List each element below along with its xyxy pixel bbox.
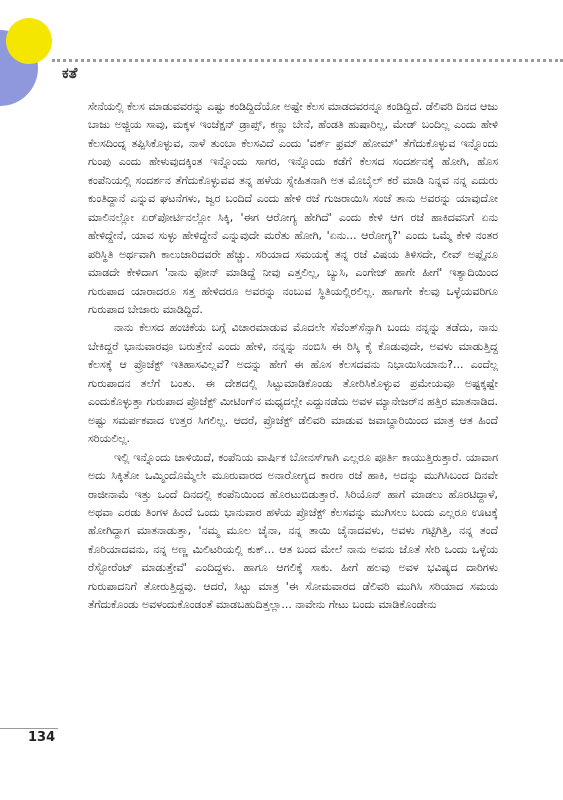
story-body [88, 98, 498, 615]
paragraph: ಇಲ್ಲಿ ಇನ್ನೊಂದು ಚಾಳಿಯಿದೆ, ಕಂಪೆನಿಯ ವಾರ್ಷಿಕ ಬೋನಸ್‌ಗಾಗಿ ಎಲ್ಲರೂ ಪೂರ್ತಿ ಕಾಯುತ್ತಿರುತ್ತಾರೆ. ಯಾವಾಗ ಅದು ಸಿಕ್ಕಿತೋ ಒಮ್ಮಿಂದೊಮ್ಮೆಲೇ ಮೂರುವಾರದ ಅನಾರೋಗ್ಯದ ಕಾರಣ ರಜೆ ಹಾಕಿ, ಅದನ್ನು ಮುಗಿಸಿಬಂದ ದಿನವೇ ರಾಜೀನಾಮೆ ಇತ್ತು ಒಂದೆ ದಿನದಲ್ಲಿ ಕಂಪೆನಿಯಿಂದ ಹೊರಟುಬಿಡುತ್ತಾರೆ. ಸಿರಿಯೊನ್ ಹಾಗೆ ಮಾಡಲು ಹೊರಟಿದ್ದಾಳೆ, ಅಥವಾ ಎರಡು ತಿಂಗಳ ಹಿಂದೆ ಒಂದು ಭಾನುವಾರ ಹಳೆಯ ಪ್ರೊಜೆಕ್ಟ್ ಕೆಲಸವನ್ನು ಮುಗಿಸಲು ಬಂದು ಎಲ್ಲರೂ ಊಟಕ್ಕೆ ಹೋಗಿದ್ದಾಗ ಮಾತನಾಡುತ್ತಾ, 'ನಮ್ಮ ಮೂಲ ಚೈನಾ, ನನ್ನ ತಾಯಿ ಚೈನಾದವಳು, ಅವಳು ಗಟ್ಟಿಗಿತ್ತಿ, ನನ್ನ ತಂದೆ ಕೊರಿಯಾದವನು, ನನ್ನ ಅಣ್ಣ ಮಿಲಿಟರಿಯಲ್ಲಿ ಕುಕ್... ಆತ ಬಂದ ಮೇಲೆ ನಾನು ಅವನು ಜೊತೆ ಸೇರಿ ಒಂದು ಒಳ್ಳೆಯ ರೆಸ್ಟೋರೆಂಟ್ ಮಾಡುತ್ತೇವೆ' ಎಂದಿದ್ದಳು. ಹಾಗೂ ಆಗಲಿಕ್ಕೆ ಸಾಕು. ಹೀಗೆ ಹಲವು ಅವಳ ಭವಿಷ್ಯದ ದಾರಿಗಳು ಗುರುಪಾದನಿಗೆ ತೋರುತ್ತಿದ್ದವು. ಆದರೆ, ಸಿಟ್ಟು ಮಾತ್ರ 'ಈ ಸೋಮವಾರದ ಡೆಲಿವರಿ ಮುಗಿಸಿ ಸರಿಯಾದ ಸಮಯ ತೆಗೆದುಕೊಂಡು ಅವಳಂದುಕೊಂಡಂತೆ ಮಾಡಬಹುದಿತ್ತಲ್ಲಾ... ನಾವೇನು ಗೇಟು ಬಂದು ಮಾಡಿಕೊಂಡೇನು [88, 450, 498, 612]
section-label: ಕತೆ [62, 64, 78, 82]
header-dotted-rule [52, 59, 563, 62]
page-number: 134 [28, 730, 56, 745]
paragraph: ಸೇನೆಯಲ್ಲಿ ಕೆಲಸ ಮಾಡುವವರನ್ನು ಎಷ್ಟು ಕಂಡಿದ್ದಿದೆಯೋ ಅಷ್ಟೇ ಕೆಲಸ ಮಾಡದವರನ್ನೂ ಕಂಡಿದ್ದಿದೆ. ಡೆಲಿವರಿ ದಿನದ ಆಜು ಬಾಜು ಅಜ್ಜಿಯ ಸಾವು, ಮಕ್ಕಳ ಇಂಜೆಕ್ಷನ್ ಡ್ರಾಪ್ಸ್, ಕಣ್ಣು ಬೇನೆ, ಹೆಂಡತಿ ಹುಷಾರಿಲ್ಲ, ಮೇಡ್ ಬಂದಿಲ್ಲ ಎಂದು ಹೇಳಿ ಕೆಲಸದಿಂದ್ನ ತಪ್ಪಿಸಿಕೊಳ್ಳುವ, ನಾಳೆ ತುಂಬಾ ಕೆಲಸವಿದೆ ಎಂದು 'ವರ್ಕ್ ಫ್ರಮ್ ಹೋಮ್' ತೆಗೆದುಕೊಳ್ಳುವ ಇನ್ನೊಂದು ಗುಂಪು ಎಂದು ಹೇಳುವುದಕ್ಕಿಂತ ಇನ್ನೊಂದು ಸಾಗರ, ಇನ್ನೊಂದು ಕಡೆಗೆ ಕೆಲಸದ ಸಂದರ್ಶನಕ್ಕೆ ಹೋಗಿ, ಹೊಸ ಕಂಪೆನಿಯಲ್ಲಿ ಸಂದರ್ಶನ ತೆಗೆದುಕೊಳ್ಳುವವ ತನ್ನ ಹಳೆಯ ಸ್ನೇಹಿತನಾಗಿ ಅತ ಮೊಬೈಲ್ ಕರೆ ಮಾಡಿ ನಿನ್ನವ ನನ್ನ ಎದುರು ಕುಂತಿದ್ದಾನೆ ಎನ್ನುವ ಘಟನೆಗಳು, ಜ್ವರ ಬಂದಿದೆ ಎಂದು ಹೇಳಿ ರಜೆ ಗುಜರಾಯಿಸಿ ಸಂಜೆ ತಾನು ಅವರನ್ನು ಯಾವುದೋ ಮಾಲಿನಲ್ಲೋ ಏರ್‌ಪೋರ್ಟಿನಲ್ಲೋ ಸಿಕ್ಕಿ, 'ಈಗ ಆರೋಗ್ಯ ಹೇಗಿದೆ' ಎಂದು ಕೇಳಿ ಆಗ ರಜೆ ಹಾಕಿದವನಿಗೆ ಏನು ಹೇಳಿದ್ದೇನೆ, ಯಾವ ಸುಳ್ಳು ಹೇಳಿದ್ದೇನೆ ಎನ್ನುವುದೇ ಮರೆತು ಹೋಗಿ, 'ಏನು... ಆರೋಗ್ಯ?' ಎಂದು ಒಮ್ಮೆ ಕೇಳಿ ನಂತರ ಪರಿಸ್ಥಿತಿ ಅರ್ಥವಾಗಿ ಕಾಲುಜಾರಿದವರೇ ಹೆಚ್ಚು. ಸರಿಯಾದ ಸಮಯಕ್ಕೆ ತನ್ನ ರಜೆ ವಿಷಯ ತಿಳಿಸದೇ, ಲೀವ್ ಅಪ್ಲೈನೂ ಮಾಡದೇ ಕೇಳಿದಾಗ 'ನಾನು ಫೋನ್ ಮಾಡಿದ್ದೆ ನೀವು ಎತ್ತಲಿಲ್ಲ, ಬ್ಯುಸಿ, ಎಂಗೇಜ್ ಹಾಗೇ ಹೀಗೆ' ಇತ್ಯಾದಿಯಿಂದ ಗುರುಪಾದ ಯಾರಾದರೂ ಸತ್ತ ಹೇಳಿದರೂ ಅವರನ್ನು ನಂಬುವ ಸ್ಥಿತಿಯಲ್ಲಿರಲಿಲ್ಲ. ಹಾಗಾಗೇ ಕೆಲವು ಒಳ್ಳೆಯವರಿಗೂ ಗುರುಪಾದ ಬೇಜಾರು ಮಾಡಿದ್ದಿದೆ. [88, 100, 498, 316]
paragraph: ನಾನು ಕೆಲಸದ ಹಂಚಿಕೆಯ ಬಗ್ಗೆ ವಿಚಾರಮಾಡುವ ಮೊದಲೇ ಸೆವೆಂತ್‌ಸೆನ್ಸಾಗಿ ಬಂದು ನನ್ನನ್ನು ತಡೆದು, ನಾನು ಬೇಕಿದ್ದರೆ ಭಾನುವಾರವೂ ಬರುತ್ತೇನೆ ಎಂದು ಹೇಳಿ, ನನ್ನನ್ನು ನಂಬಿಸಿ ಈ ರಿಸ್ಕಿ ಕೈ ಕೊಡುವುದೇ, ಅವಳು ಮಾಡುತ್ತಿದ್ದ ಕೆಲಸಕ್ಕೆ ಆ ಪ್ರೊಜೆಕ್ಟ್ ಇತಿಹಾಸವಿಲ್ಲವೆ? ಅದನ್ನು ಹೇಗೆ ಈ ಹೊಸ ಕೆಲಸದವನು ನಿಭಾಯಿಸಿಯಾನು?... ಎಂದೆಲ್ಲ ಗುರುಪಾದನ ತಲೆಗೆ ಬಂತು. ಈ ದೇಶದಲ್ಲಿ ಸಿಟ್ಟುಮಾಡಿಕೊಂಡು ತೋರಿಸಿಕೊಳ್ಳುವ ಪ್ರಮೇಯವೂ ಅಷ್ಟಕ್ಕಷ್ಟೇ ಎಂದುಕೊಳ್ಳುತ್ತಾ ಗುರುಪಾದ ಪ್ರೊಜೆಕ್ಟ್ ಮೀಟಿಂಗ್‌ನ ಮಧ್ಯದಲ್ಲೇ ಎದ್ದುನಡೆದು ಅವಳ ಮ್ಯಾನೇಜರ್‌ನ ಹತ್ತಿರ ಮಾತನಾಡಿದ. ಅಷ್ಟು ಸಮರ್ಪಕವಾದ ಉತ್ತರ ಸಿಗಲಿಲ್ಲ. ಆದರೆ, ಪ್ರೊಜೆಕ್ಟ್ ಡೆಲಿವರಿ ಮಾಡುವ ಜವಾಬ್ದಾರಿಯಿಂದ ಮಾತ್ರ ಆತ ಹಿಂದೆ ಸರಿಯಲಿಲ್ಲ. [88, 321, 498, 446]
footer-rule [0, 728, 58, 729]
decorative-yellow-circle [6, 18, 52, 64]
